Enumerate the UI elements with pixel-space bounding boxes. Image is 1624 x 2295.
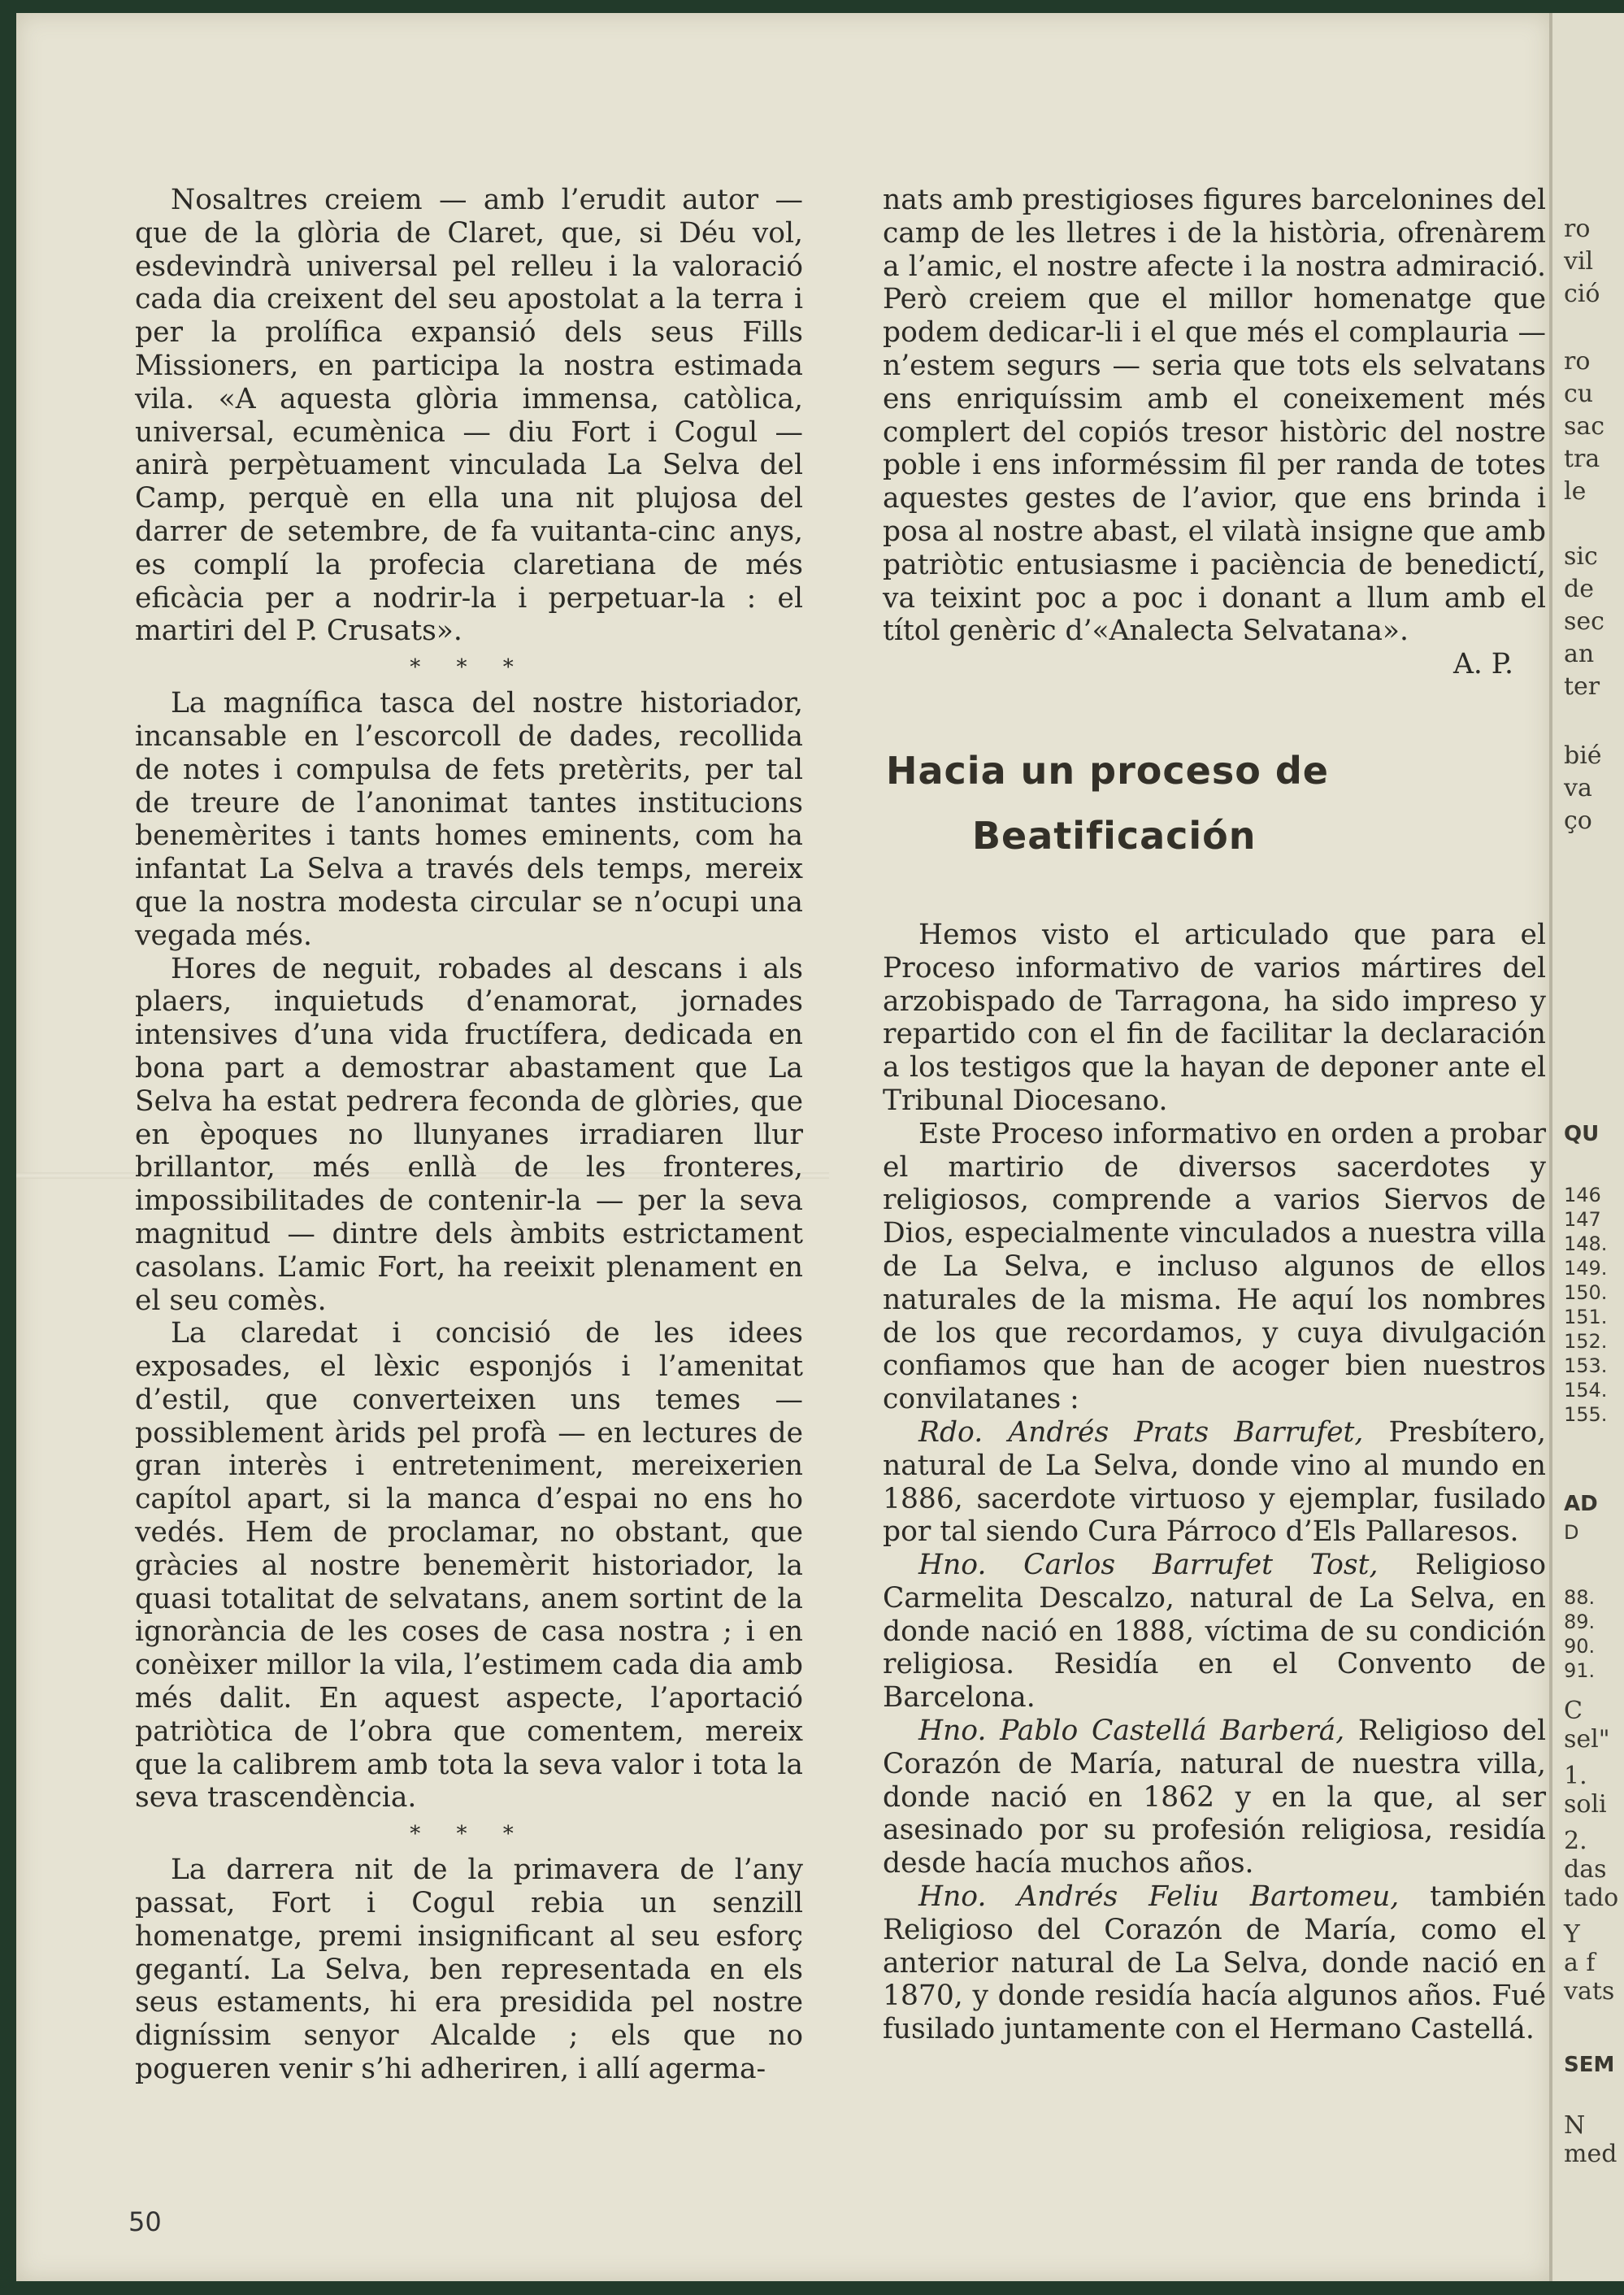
- paragraph: La darrera nit de la primavera de l’any passat, Fort i Cogul rebia un senzill homenatge, premi insignificant al seu esforç gegantí. La Selva, ben representada en els seus estaments, hi era presidida pel nostre digníssim senyor Alcalde ; els que no pogueren venir s’hi adheriren, i allí agerma-: [135, 1854, 803, 2086]
- article-heading: [883, 738, 1546, 868]
- adjacent-page-text-fragment: ció: [1564, 280, 1600, 308]
- martyr-name: Hno. Pablo Castellá Barberá,: [918, 1715, 1345, 1748]
- adjacent-page-text-fragment: ter: [1564, 672, 1600, 701]
- adjacent-page-text-fragment: Y: [1564, 1920, 1580, 1949]
- adjacent-page-text-fragment: 88.: [1564, 1586, 1596, 1609]
- adjacent-page-text-fragment: D: [1564, 1521, 1579, 1544]
- adjacent-page-text-fragment: 147: [1564, 1208, 1601, 1231]
- adjacent-page-text-fragment: 155.: [1564, 1403, 1608, 1426]
- adjacent-page-text-fragment: 2.: [1564, 1827, 1587, 1855]
- author-signature: A. P.: [1452, 648, 1513, 681]
- adjacent-page-text-fragment: sec: [1564, 607, 1604, 636]
- adjacent-page-text-fragment: ço: [1564, 806, 1592, 835]
- paragraph: Este Proceso informativo en orden a probar el martirio de diversos sacerdotes y religiosos, comprende a varios Siervos de Dios, especialmente vinculados a nuestra villa de La Selva, e incluso algunos de ellos naturales de la misma. He aquí los nombres de los que recordamos, y cuya divulgación confiamos que han de acoger bien nuestros convilatanes :: [883, 1117, 1546, 1416]
- adjacent-page-text-fragment: 149.: [1564, 1257, 1608, 1280]
- adjacent-page-text-fragment: le: [1564, 477, 1587, 506]
- left-text-column: [135, 184, 803, 2086]
- adjacent-page-text-fragment: 154.: [1564, 1379, 1608, 1402]
- adjacent-page-text-fragment: 1.: [1564, 1762, 1587, 1790]
- martyr-entry: [883, 1880, 1546, 2046]
- magazine-page: [16, 13, 1551, 2281]
- adjacent-page-text-fragment: sic: [1564, 542, 1598, 571]
- martyr-name: Rdo. Andrés Prats Barrufet,: [918, 1415, 1364, 1449]
- paragraph: Hemos visto el articulado que para el Proceso informativo de varios mártires del arzobispado de Tarragona, ha sido impreso y repartido con el fin de facilitar la declaración a los testigos que la hayan de deponer ante el Tribunal Diocesano.: [883, 918, 1546, 1117]
- section-separator: * * *: [410, 655, 528, 680]
- adjacent-page-text-fragment: das: [1564, 1855, 1607, 1884]
- adjacent-page-text-fragment: 91.: [1564, 1659, 1596, 1682]
- paragraph: La claredat i concisió de les idees exposades, el lèxic esponjós i l’amenitat d’estil, que converteixen uns temes — possiblement àrids pel profà — en lectures de gran interès i entreteniment, mereixerien capítol apart, si la manca d’espai no ens ho vedés. Hem de proclamar, no obstant, que gràcies al nostre benemèrit historiador, la quasi totalitat de selvatans, anem sortint de la ignorància de les coses de casa nostra ; i en conèixer millor la vila, l’estimem cada dia amb més dalit. En aquest aspecte, l’aportació patriòtica de l’obra que comentem, mereix que la calibrem amb tota la seva valor i tota la seva trascendència.: [135, 1317, 803, 1815]
- adjacent-page-text-fragment: ro: [1564, 215, 1591, 243]
- martyr-description: Religioso Carmelita Descalzo, natural de La Selva, en donde nació en 1888, víctima de su condición religiosa. Residía en el Convento de Barcelona.: [883, 1549, 1546, 1715]
- adjacent-page-text-fragment: tado: [1564, 1884, 1619, 1912]
- adjacent-page-text-fragment: N: [1564, 2111, 1586, 2140]
- adjacent-page-text-fragment: 151.: [1564, 1306, 1608, 1328]
- martyr-description: también Religioso del Corazón de María, como el anterior natural de La Selva, donde nació en 1870, y donde residía hacía algunos años. Fué fusilado juntamente con el Hermano Castellá.: [883, 1880, 1546, 2046]
- adjacent-page-text-fragment: 150.: [1564, 1281, 1608, 1304]
- martyr-entry: [883, 1416, 1546, 1549]
- section-separator: * * *: [410, 1822, 528, 1847]
- adjacent-page-text-fragment: AD: [1564, 1492, 1598, 1516]
- page-number: 50: [128, 2206, 162, 2237]
- right-text-column: [883, 184, 1546, 2046]
- adjacent-page-text-fragment: 148.: [1564, 1232, 1608, 1255]
- adjacent-page-text-fragment: C: [1564, 1697, 1583, 1725]
- adjacent-page-edge: [1549, 13, 1624, 2281]
- adjacent-page-text-fragment: QU: [1564, 1122, 1600, 1146]
- martyr-entry: [883, 1549, 1546, 1715]
- adjacent-page-text-fragment: ro: [1564, 347, 1591, 376]
- adjacent-page-text-fragment: de: [1564, 575, 1594, 603]
- martyr-description: Religioso del Corazón de María, natural de nuestra villa, donde nació en 1862 y en la que, al ser asesinado por su profesión religiosa, residía desde hacía muchos años.: [883, 1715, 1546, 1880]
- adjacent-page-text-fragment: an: [1564, 640, 1595, 668]
- adjacent-page-text-fragment: sac: [1564, 412, 1605, 441]
- adjacent-page-text-fragment: 146: [1564, 1184, 1601, 1206]
- adjacent-page-text-fragment: tra: [1564, 445, 1600, 473]
- adjacent-page-text-fragment: vats: [1564, 1977, 1615, 2006]
- heading-line-2: Beatificación: [972, 813, 1257, 858]
- adjacent-page-text-fragment: SEM: [1564, 2053, 1615, 2077]
- paragraph: nats amb prestigioses figures barcelonines del camp de les lletres i de la història, ofrenàrem a l’amic, el nostre afecte i la nostra admiració. Però creiem que el millor homenatge que podem dedicar-li i el que més el complauria — n’estem segurs — seria que tots els selvatans ens enriquíssim amb el coneixement més complert del copiós tresor històric del nostre poble i ens informéssim fil per randa de totes aquestes gestes de l’avior, que ens brinda i posa al nostre abast, el vilatà insigne que amb patriòtic entusiasme i paciència de benedictí, va teixint poc a poc i donant a llum amb el títol genèric d’«Analecta Selvatana».: [883, 184, 1546, 648]
- adjacent-page-text-fragment: 153.: [1564, 1354, 1608, 1377]
- adjacent-page-text-fragment: med: [1564, 2140, 1617, 2168]
- adjacent-page-text-fragment: va: [1564, 774, 1592, 802]
- adjacent-page-text-fragment: 90.: [1564, 1635, 1596, 1658]
- paragraph: La magnífica tasca del nostre historiador, incansable en l’escorcoll de dades, recollida de notes i compulsa de fets pretèrits, per tal de treure de l’anonimat tantes institucions benemèrites i tants homes eminents, com ha infantat La Selva a través dels temps, mereix que la nostra modesta circular se n’ocupi una vegada més.: [135, 687, 803, 952]
- heading-line-1: Hacia un proceso de: [886, 748, 1329, 793]
- paragraph: Hores de neguit, robades al descans i als plaers, inquietuds d’enamorat, jornades intensives d’una vida fructífera, dedicada en bona part a demostrar abastament que La Selva ha estat pedrera feconda de glòries, que en èpoques no llunyanes irradiaren llur brillantor, més enllà de les fronteres, impossibilitades de contenir-la — per la seva magnitud — dintre dels àmbits estrictament casolans. L’amic Fort, ha reeixit plenament en el seu comès.: [135, 952, 803, 1317]
- adjacent-page-text-fragment: sel": [1564, 1725, 1610, 1754]
- martyr-name: Hno. Carlos Barrufet Tost,: [918, 1549, 1379, 1582]
- adjacent-page-text-fragment: 89.: [1564, 1610, 1596, 1633]
- martyr-entry: [883, 1715, 1546, 1880]
- adjacent-page-text-fragment: a f: [1564, 1949, 1596, 1977]
- adjacent-page-text-fragment: vil: [1564, 247, 1594, 276]
- adjacent-page-text-fragment: cu: [1564, 380, 1594, 408]
- adjacent-page-text-fragment: bié: [1564, 741, 1602, 770]
- martyr-description: Presbítero, natural de La Selva, donde vino al mundo en 1886, sacerdote virtuoso y ejemplar, fusilado por tal siendo Cura Párroco d’Els Pallaresos.: [883, 1415, 1546, 1549]
- martyr-name: Hno. Andrés Feliu Bartomeu,: [918, 1880, 1400, 1914]
- adjacent-page-text-fragment: soli: [1564, 1790, 1607, 1819]
- adjacent-page-text-fragment: 152.: [1564, 1330, 1608, 1353]
- paragraph: Nosaltres creiem — amb l’erudit autor — que de la glòria de Claret, que, si Déu vol, esdevindrà universal pel relleu i la valoració cada dia creixent del seu apostolat a la terra i per la prolífica expansió dels seus Fills Missioners, en participa la nostra estimada vila. «A aquesta glòria immensa, catòlica, universal, ecumènica — diu Fort i Cogul — anirà perpètuament vinculada La Selva del Camp, perquè en ella una nit plujosa del darrer de setembre, de fa vuitanta-cinc anys, es complí la profecia claretiana de més eficàcia per a nodrir-la i perpetuar-la : el martiri del P. Crusats».: [135, 184, 803, 648]
